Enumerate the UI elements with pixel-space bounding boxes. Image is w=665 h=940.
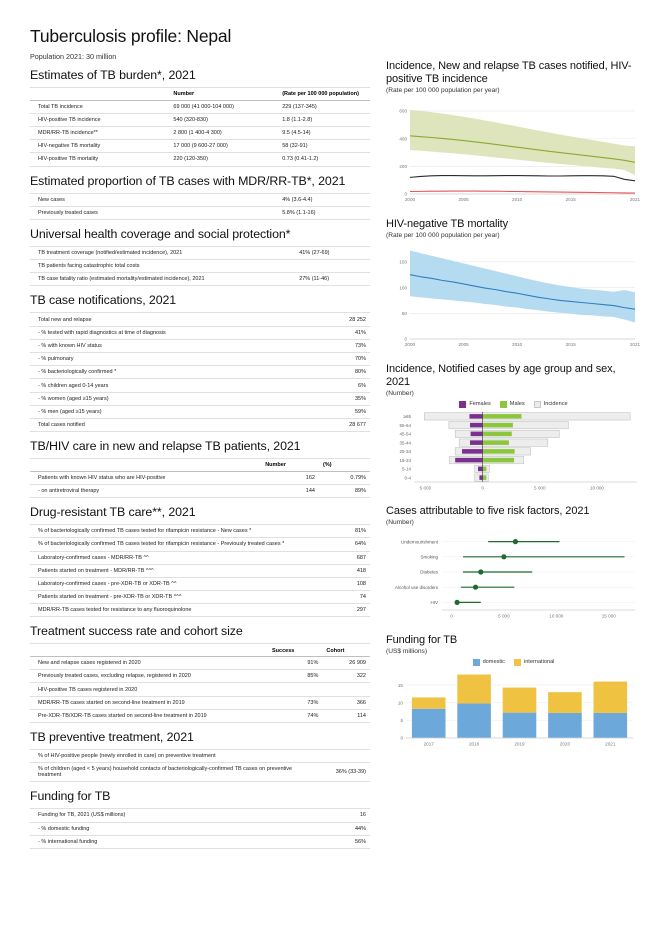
svg-text:2018: 2018 [468,741,480,747]
table-row [30,749,370,762]
population-line: Population 2021: 30 million [30,52,117,61]
table-body [30,100,370,166]
row-value: 108 [356,580,366,587]
svg-text:5 000: 5 000 [534,485,546,491]
table-row [30,392,370,405]
table-body [30,471,370,497]
row-label: HIV-negative TB mortality [38,143,101,150]
row-label: New cases [38,196,65,203]
table-row [30,604,370,617]
row-label: - % children aged 0-14 years [38,382,109,389]
legend-swatch-males [500,401,507,408]
svg-text:45-54: 45-54 [399,431,411,437]
row-label: - % pulmonary [38,356,74,363]
age-sex-legend [386,401,641,408]
right-column [386,26,641,849]
row-label: Patients with known HIV status who are HIV-positive [38,474,166,481]
legend-item-incidence [534,401,568,408]
svg-text:Smoking: Smoking [420,554,438,560]
svg-text:10 000: 10 000 [589,485,605,491]
row-label: MDR/RR-TB cases started on second-line treatment in 2019 [38,699,185,706]
table-row [30,670,370,683]
svg-text:HIV: HIV [430,599,438,605]
table-row [30,353,370,366]
table-body [30,193,370,219]
table-tbhiv [30,458,370,498]
row-value: 41% [354,329,366,336]
row-value: 28 252 [349,316,366,323]
table-row [30,339,370,352]
legend-label: Females [469,401,491,408]
svg-text:55-64: 55-64 [399,422,411,428]
svg-text:0: 0 [481,485,484,491]
table-row [30,153,370,166]
svg-text:5 000: 5 000 [498,613,510,619]
row-label: - % domestic funding [38,825,90,832]
section-title-mdr-proportion: Estimated proportion of TB cases with MDR/RR-TB*, 2021 [30,173,346,188]
svg-text:5: 5 [400,717,403,723]
table-header-row [30,88,370,101]
col-success: Success [268,644,322,657]
chart-hiv-negative-mortality [386,218,641,351]
svg-text:5 000: 5 000 [419,485,432,491]
svg-text:200: 200 [399,163,407,169]
row-rate: 1.8 (1.1-2.8) [282,116,313,123]
table-row [30,591,370,604]
table-body [30,313,370,432]
table-row [30,471,370,484]
row-cohort: 26 909 [349,660,366,667]
row-label: HIV-positive TB mortality [38,156,99,163]
table-body [30,525,370,617]
table-row [30,126,370,139]
row-number: 2 800 (1 400-4 300) [173,130,222,137]
svg-text:400: 400 [399,136,407,142]
svg-text:Undernourishment: Undernourishment [400,539,438,545]
svg-text:Diabetes: Diabetes [420,569,438,575]
legend-label: domestic [482,659,505,666]
svg-text:2005: 2005 [458,341,469,347]
chart-subtitle: (US$ millions) [386,647,428,655]
table-row [30,326,370,339]
col-rate: (Rate per 100 000 population) [278,88,370,101]
col-number: Number [169,88,278,101]
row-rate: 229 (137-345) [282,103,317,110]
section-title-tbhiv: TB/HIV care in new and relapse TB patients, 2021 [30,439,301,454]
row-rate: 0.73 (0.41-1.2) [282,156,319,163]
table-funding [30,808,370,849]
table-body [30,246,370,286]
row-value: 27% (11-46) [299,276,330,283]
legend-item-domestic [473,659,505,666]
row-value [295,260,370,273]
svg-text:2010: 2010 [512,196,523,202]
section-title-drtb: Drug-resistant TB care**, 2021 [30,505,196,520]
row-value [309,749,370,762]
chart-title: HIV-negative TB mortality [386,217,509,230]
funding-legend [386,659,641,666]
table-mdr-proportion [30,193,370,220]
section-title-funding-table: Funding for TB [30,789,111,804]
table-row [30,418,370,431]
table-row [30,763,370,782]
table-body [30,657,370,723]
legend-swatch-domestic [473,659,480,666]
table-row [30,193,370,206]
svg-text:15: 15 [397,682,403,688]
row-value: 81% [354,528,366,535]
table-row [30,835,370,848]
incidence-trend-plot [386,98,641,206]
row-cohort: 322 [356,673,366,680]
table-row [30,113,370,126]
row-value: 44% [354,825,366,832]
table-row [30,709,370,722]
mortality-plot [386,243,641,351]
svg-text:10 000: 10 000 [549,613,564,619]
chart-title: Incidence, Notified cases by age group and sex, 2021 [386,362,616,388]
section-title-notifications: TB case notifications, 2021 [30,293,177,308]
legend-swatch-incidence [534,401,541,408]
row-label: Pre-XDR-TB/XDR-TB cases started on second-line treatment in 2019 [38,712,207,719]
row-number: 162 [305,474,315,481]
table-row [30,313,370,326]
table-row [30,206,370,219]
section-title-burden: Estimates of TB burden*, 2021 [30,68,196,82]
row-label: - % with known HIV status [38,342,102,349]
row-value: 5.8% (1.1-16) [282,209,316,216]
svg-text:15 000: 15 000 [601,613,616,619]
table-body [30,749,370,781]
row-cohort [322,683,370,696]
row-value: 64% [354,541,366,548]
table-row [30,273,370,286]
col-number: Number [261,459,319,472]
legend-item-international [514,659,554,666]
page-title: Tuberculosis profile: Nepal [30,26,232,46]
row-value: 4% (3.6-4.4) [282,196,313,203]
table-row [30,379,370,392]
svg-text:0: 0 [404,336,407,342]
svg-text:2000: 2000 [404,341,416,347]
table-preventive [30,749,370,782]
legend-item-males [500,401,525,408]
svg-text:2015: 2015 [565,196,576,202]
row-value: 74 [359,594,366,601]
row-value: 41% (27-69) [299,250,330,256]
table-uhc [30,246,370,287]
svg-text:2010: 2010 [512,341,523,347]
legend-item-females [459,401,490,408]
row-number: 540 (320-830) [173,116,208,123]
row-rate: 9.5 (4.5-14) [282,130,311,137]
col-percent: (%) [319,459,370,472]
legend-label: Males [509,401,525,408]
row-label: MDR/RR-TB incidence** [38,130,98,137]
table-header-row [30,459,370,472]
row-success: 85% [307,673,319,680]
chart-subtitle: (Rate per 100 000 population per year) [386,231,500,239]
legend-label: international [523,659,555,666]
table-header-row [30,644,370,657]
left-column [30,26,370,849]
table-notifications [30,312,370,432]
table-row [30,246,370,259]
col-blank [30,644,268,657]
col-blank [30,459,261,472]
row-label: - on antiretroviral therapy [38,488,100,495]
row-label: % of bacteriologically confirmed TB cases tested for rifampicin resistance - New cases * [38,528,252,535]
svg-text:2021: 2021 [605,741,616,747]
row-value: 73% [354,342,366,349]
table-row [30,683,370,696]
svg-text:35-44: 35-44 [399,440,411,446]
row-label: Previously treated cases, excluding relapse, registered in 2020 [38,673,191,680]
table-row [30,657,370,670]
section-title-success: Treatment success rate and cohort size [30,624,243,639]
table-success [30,643,370,723]
col-blank [30,88,169,101]
svg-text:50: 50 [401,310,407,316]
svg-text:10: 10 [397,700,403,706]
row-value: 687 [356,554,366,561]
row-value: 16 [359,812,366,819]
table-burden [30,87,370,167]
row-label: HIV-positive TB incidence [38,116,101,123]
section-title-preventive: TB preventive treatment, 2021 [30,729,194,744]
row-number: 144 [305,488,315,495]
legend-swatch-females [459,401,466,408]
svg-text:2019: 2019 [514,741,525,747]
row-label: Laboratory-confirmed cases - pre-XDR-TB or XDR-TB ^^ [38,580,177,587]
table-row [30,260,370,273]
row-success [268,683,322,696]
svg-text:2005: 2005 [458,196,469,202]
svg-text:2015: 2015 [565,341,576,347]
table-row [30,140,370,153]
svg-text:Alcohol use disorders: Alcohol use disorders [394,584,438,590]
chart-funding [386,634,641,749]
row-label: Laboratory-confirmed cases - MDR/RR-TB ^^ [38,554,149,561]
table-row [30,538,370,551]
legend-label: Incidence [543,401,568,408]
row-label: Previously treated cases [38,209,98,216]
table-row [30,366,370,379]
row-label: TB patients facing catastrophic total costs [38,263,140,270]
row-rate: 58 (32-91) [282,143,308,150]
row-label: - % women (aged ≥15 years) [38,395,109,402]
chart-title: Incidence, New and relapse TB cases notified, HIV-positive TB incidence [386,60,632,85]
svg-text:150: 150 [399,259,407,265]
row-percent: 89% [354,488,366,495]
table-drtb [30,524,370,617]
table-row [30,822,370,835]
row-value: 70% [354,356,366,363]
row-label: - % tested with rapid diagnostics at time of diagnosis [38,329,166,336]
svg-text:2021: 2021 [629,341,641,347]
table-row [30,525,370,538]
row-label: New and relapse cases registered in 2020 [38,660,141,667]
svg-text:600: 600 [399,108,407,114]
row-value: 56% [354,838,366,845]
row-label: % of HIV-positive people (newly enrolled in care) on preventive treatment [38,753,216,760]
table-row [30,100,370,113]
row-number: 69 000 (41 000-104 000) [173,103,234,110]
table-body [30,809,370,849]
row-success: 91% [307,660,319,667]
svg-text:0-4: 0-4 [404,475,411,481]
risk-factors-plot [386,530,641,622]
chart-risk-factors [386,505,641,622]
col-cohort: Cohort [322,644,370,657]
row-label: Total new and relapse [38,316,92,323]
row-label: % of children (aged < 5 years) household contacts of bacteriologically-confirmed TB cases on preventive treatment [38,766,293,779]
table-row [30,696,370,709]
row-value: 59% [354,408,366,415]
row-label: TB treatment coverage (notified/estimated incidence), 2021 [38,250,183,256]
chart-title: Funding for TB [386,633,458,646]
row-value: 36% (33-39) [335,769,366,776]
svg-text:100: 100 [399,285,407,291]
row-success: 74% [307,712,319,719]
row-label: MDR/RR-TB cases tested for resistance to any fluoroquinolone [38,607,192,614]
chart-subtitle: (Rate per 100 000 population per year) [386,86,500,94]
svg-text:15-24: 15-24 [399,457,411,463]
row-label: - % bacteriologically confirmed * [38,369,117,376]
svg-text:25-34: 25-34 [399,448,411,454]
row-label: Total cases notified [38,422,85,429]
funding-plot [386,667,641,749]
chart-age-sex [386,363,641,493]
table-row [30,484,370,497]
svg-text:0: 0 [404,191,407,197]
svg-text:0: 0 [450,613,453,619]
row-value: 35% [354,395,366,402]
row-label: - % men (aged ≥15 years) [38,408,102,415]
section-title-uhc: Universal health coverage and social protection* [30,226,291,241]
row-value: 418 [356,567,366,574]
row-percent: 0.79% [350,474,366,481]
row-cohort: 114 [357,712,366,719]
table-row [30,564,370,577]
row-value: 28 677 [349,422,366,429]
row-label: Patients started on treatment - pre-XDR-TB or XDR-TB ^^^ [38,594,182,601]
row-label: Patients started on treatment - MDR/RR-TB ^^^ [38,567,154,574]
svg-text:≥65: ≥65 [403,413,411,419]
row-success: 73% [307,699,319,706]
row-label: Total TB incidence [38,103,83,110]
row-label: - % international funding [38,838,98,845]
row-value: 6% [358,382,366,389]
row-label: HIV-positive TB cases registered in 2020 [38,686,138,693]
svg-text:2021: 2021 [629,196,641,202]
table-row [30,809,370,822]
svg-text:2017: 2017 [423,741,434,747]
svg-text:2020: 2020 [559,741,571,747]
svg-text:0: 0 [400,735,403,741]
table-row [30,551,370,564]
row-cohort: 366 [356,699,366,706]
age-sex-pyramid-plot [386,409,641,493]
chart-title: Cases attributable to five risk factors, 2021 [386,504,590,517]
row-value: 80% [354,369,366,376]
row-label: % of bacteriologically confirmed TB cases tested for rifampicin resistance - Previously treated cases * [38,541,285,548]
chart-subtitle: (Number) [386,389,414,397]
row-label: Funding for TB, 2021 (US$ millions) [38,812,126,819]
chart-incidence-trend [386,60,641,206]
row-number: 220 (120-350) [173,156,208,163]
svg-text:2000: 2000 [404,196,416,202]
table-row [30,405,370,418]
svg-text:5-14: 5-14 [401,466,411,472]
row-label: TB case fatality ratio (estimated mortality/estimated incidence), 2021 [38,276,205,283]
row-number: 17 000 (9 600-27 000) [173,143,228,150]
legend-swatch-international [514,659,521,666]
chart-subtitle: (Number) [386,518,414,526]
row-value: 297 [356,607,366,614]
table-row [30,577,370,590]
